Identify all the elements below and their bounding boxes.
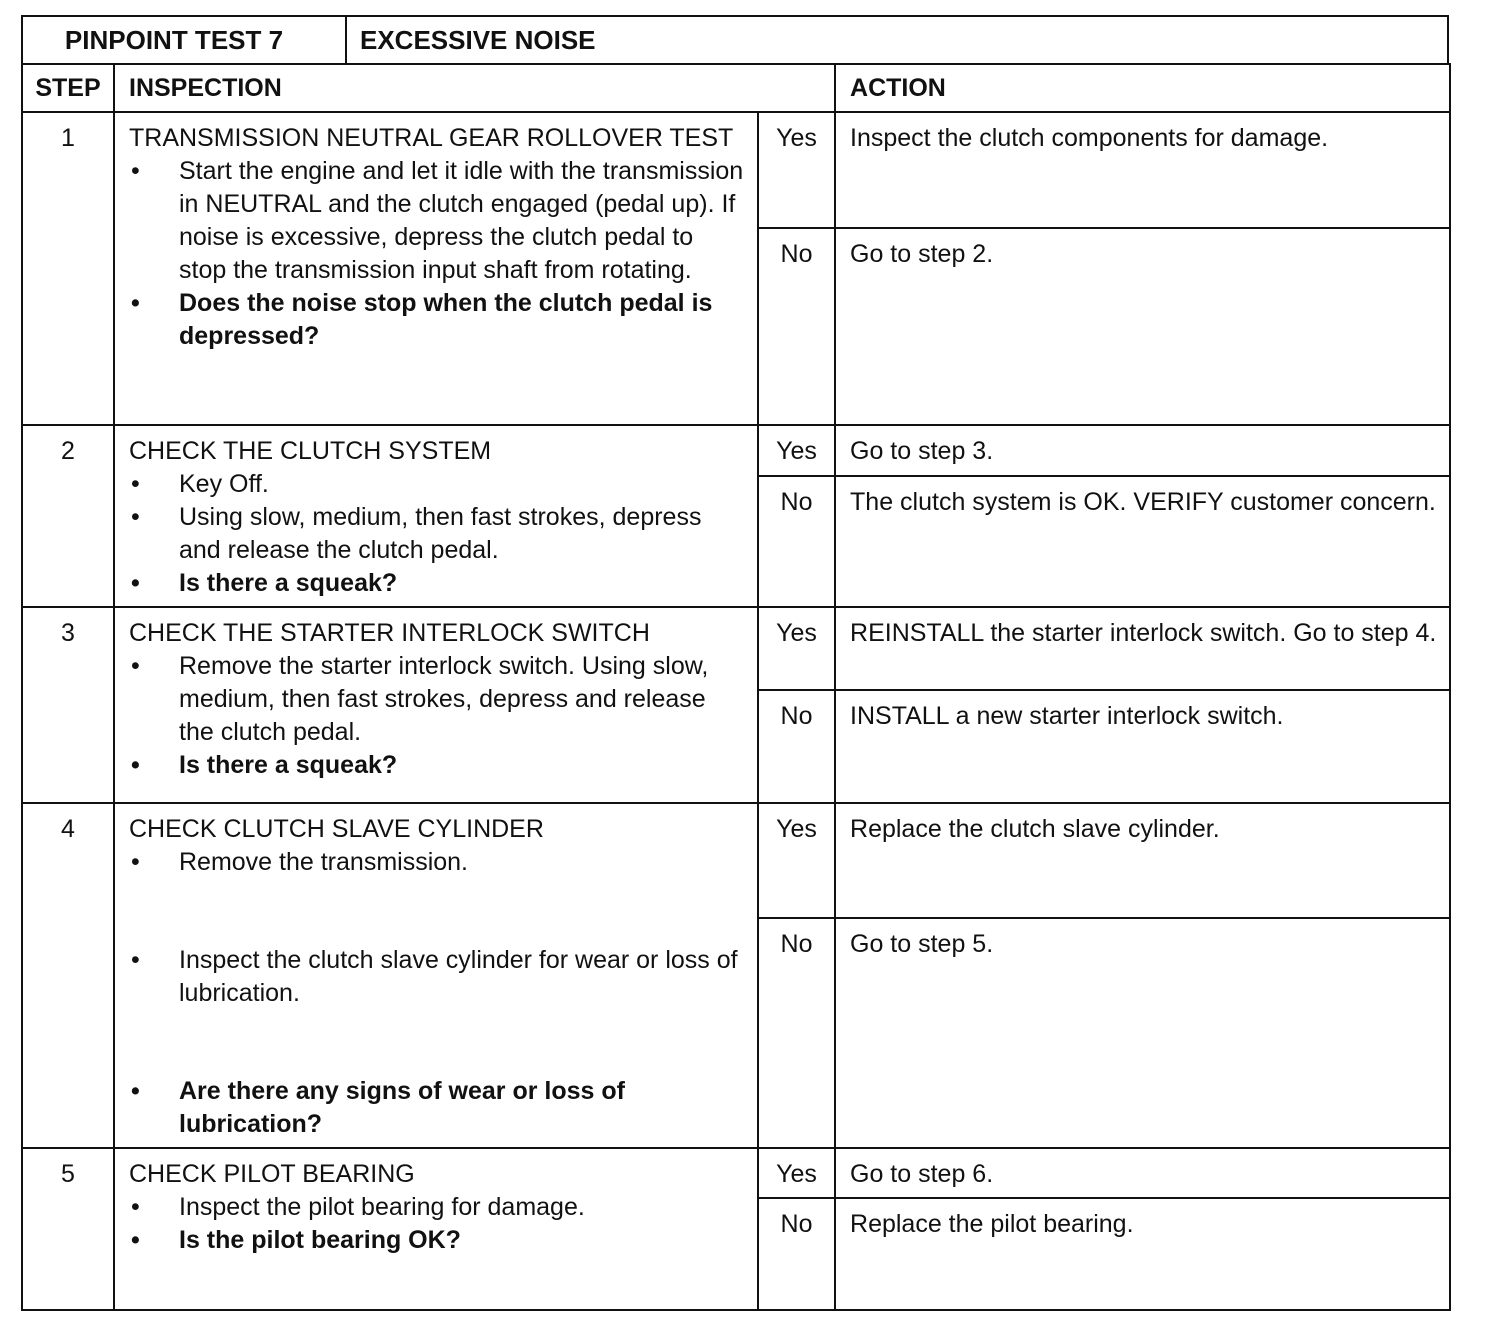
list-item: • Does the noise stop when the clutch pedal is depressed?	[129, 287, 747, 353]
step-bullets	[129, 650, 747, 782]
step-number: 4	[22, 803, 114, 1148]
test-name: EXCESSIVE NOISE	[360, 24, 596, 55]
step-title: CHECK THE CLUTCH SYSTEM	[129, 437, 492, 465]
yes-action: Inspect the clutch components for damage.	[835, 112, 1450, 228]
list-item: • Key Off.	[129, 468, 747, 501]
step-number: 2	[22, 425, 114, 607]
table-row	[22, 112, 1450, 228]
list-item: • Remove the starter interlock switch. Using slow, medium, then fast strokes, depress and release the clutch pedal.	[129, 650, 747, 749]
step-bullets	[129, 846, 747, 1141]
steps-table	[21, 63, 1451, 1311]
list-item: • Is there a squeak?	[129, 749, 747, 782]
yes-action: REINSTALL the starter interlock switch. Go to step 4.	[835, 607, 1450, 690]
no-label: No	[758, 1198, 835, 1310]
yes-label: Yes	[758, 425, 835, 476]
table-row	[22, 803, 1450, 918]
no-label: No	[758, 476, 835, 607]
table-row	[22, 607, 1450, 690]
column-header-row	[22, 64, 1450, 112]
list-item: • Remove the transmission.	[129, 846, 747, 879]
yes-label: Yes	[758, 803, 835, 918]
no-label: No	[758, 690, 835, 803]
list-item: • Start the engine and let it idle with the transmission in NEUTRAL and the clutch engaged (pedal up). If noise is excessive, depress the clutch pedal to stop the transmission input shaft from rotating.	[129, 155, 747, 287]
step-bullets	[129, 155, 747, 353]
no-action: INSTALL a new starter interlock switch.	[835, 690, 1450, 803]
column-header-step: STEP	[22, 64, 114, 112]
step-inspection	[114, 607, 758, 803]
pinpoint-test-table	[21, 15, 1449, 1311]
title-row	[21, 15, 1449, 65]
step-title: CHECK THE STARTER INTERLOCK SWITCH	[129, 619, 650, 647]
list-item: • Are there any signs of wear or loss of lubrication?	[129, 1075, 747, 1141]
yes-label: Yes	[758, 1148, 835, 1198]
list-item: • Inspect the clutch slave cylinder for wear or loss of lubrication.	[129, 944, 747, 1010]
yes-action: Go to step 3.	[835, 425, 1450, 476]
step-inspection	[114, 112, 758, 425]
step-number: 3	[22, 607, 114, 803]
list-item: • Is there a squeak?	[129, 567, 747, 600]
step-title: CHECK PILOT BEARING	[129, 1160, 415, 1188]
no-action: Replace the pilot bearing.	[835, 1198, 1450, 1310]
no-action: Go to step 5.	[835, 918, 1450, 1148]
step-bullets	[129, 1191, 747, 1257]
no-label: No	[758, 228, 835, 425]
step-inspection	[114, 425, 758, 607]
yes-action: Go to step 6.	[835, 1148, 1450, 1198]
yes-action: Replace the clutch slave cylinder.	[835, 803, 1450, 918]
no-action: Go to step 2.	[835, 228, 1450, 425]
step-title: TRANSMISSION NEUTRAL GEAR ROLLOVER TEST	[129, 124, 734, 152]
column-header-action: ACTION	[835, 64, 1450, 112]
step-title: CHECK CLUTCH SLAVE CYLINDER	[129, 815, 544, 843]
step-number: 1	[22, 112, 114, 425]
no-label: No	[758, 918, 835, 1148]
no-action: The clutch system is OK. VERIFY customer concern.	[835, 476, 1450, 607]
list-item: • Inspect the pilot bearing for damage.	[129, 1191, 747, 1224]
yes-label: Yes	[758, 607, 835, 690]
list-item: • Using slow, medium, then fast strokes, depress and release the clutch pedal.	[129, 501, 747, 567]
table-row	[22, 425, 1450, 476]
step-bullets	[129, 468, 747, 600]
test-label: PINPOINT TEST 7	[23, 17, 347, 63]
column-header-inspection: INSPECTION	[114, 64, 835, 112]
table-row	[22, 1148, 1450, 1198]
list-item: • Is the pilot bearing OK?	[129, 1224, 747, 1257]
step-inspection	[114, 803, 758, 1148]
yes-label: Yes	[758, 112, 835, 228]
step-inspection	[114, 1148, 758, 1310]
step-number: 5	[22, 1148, 114, 1310]
